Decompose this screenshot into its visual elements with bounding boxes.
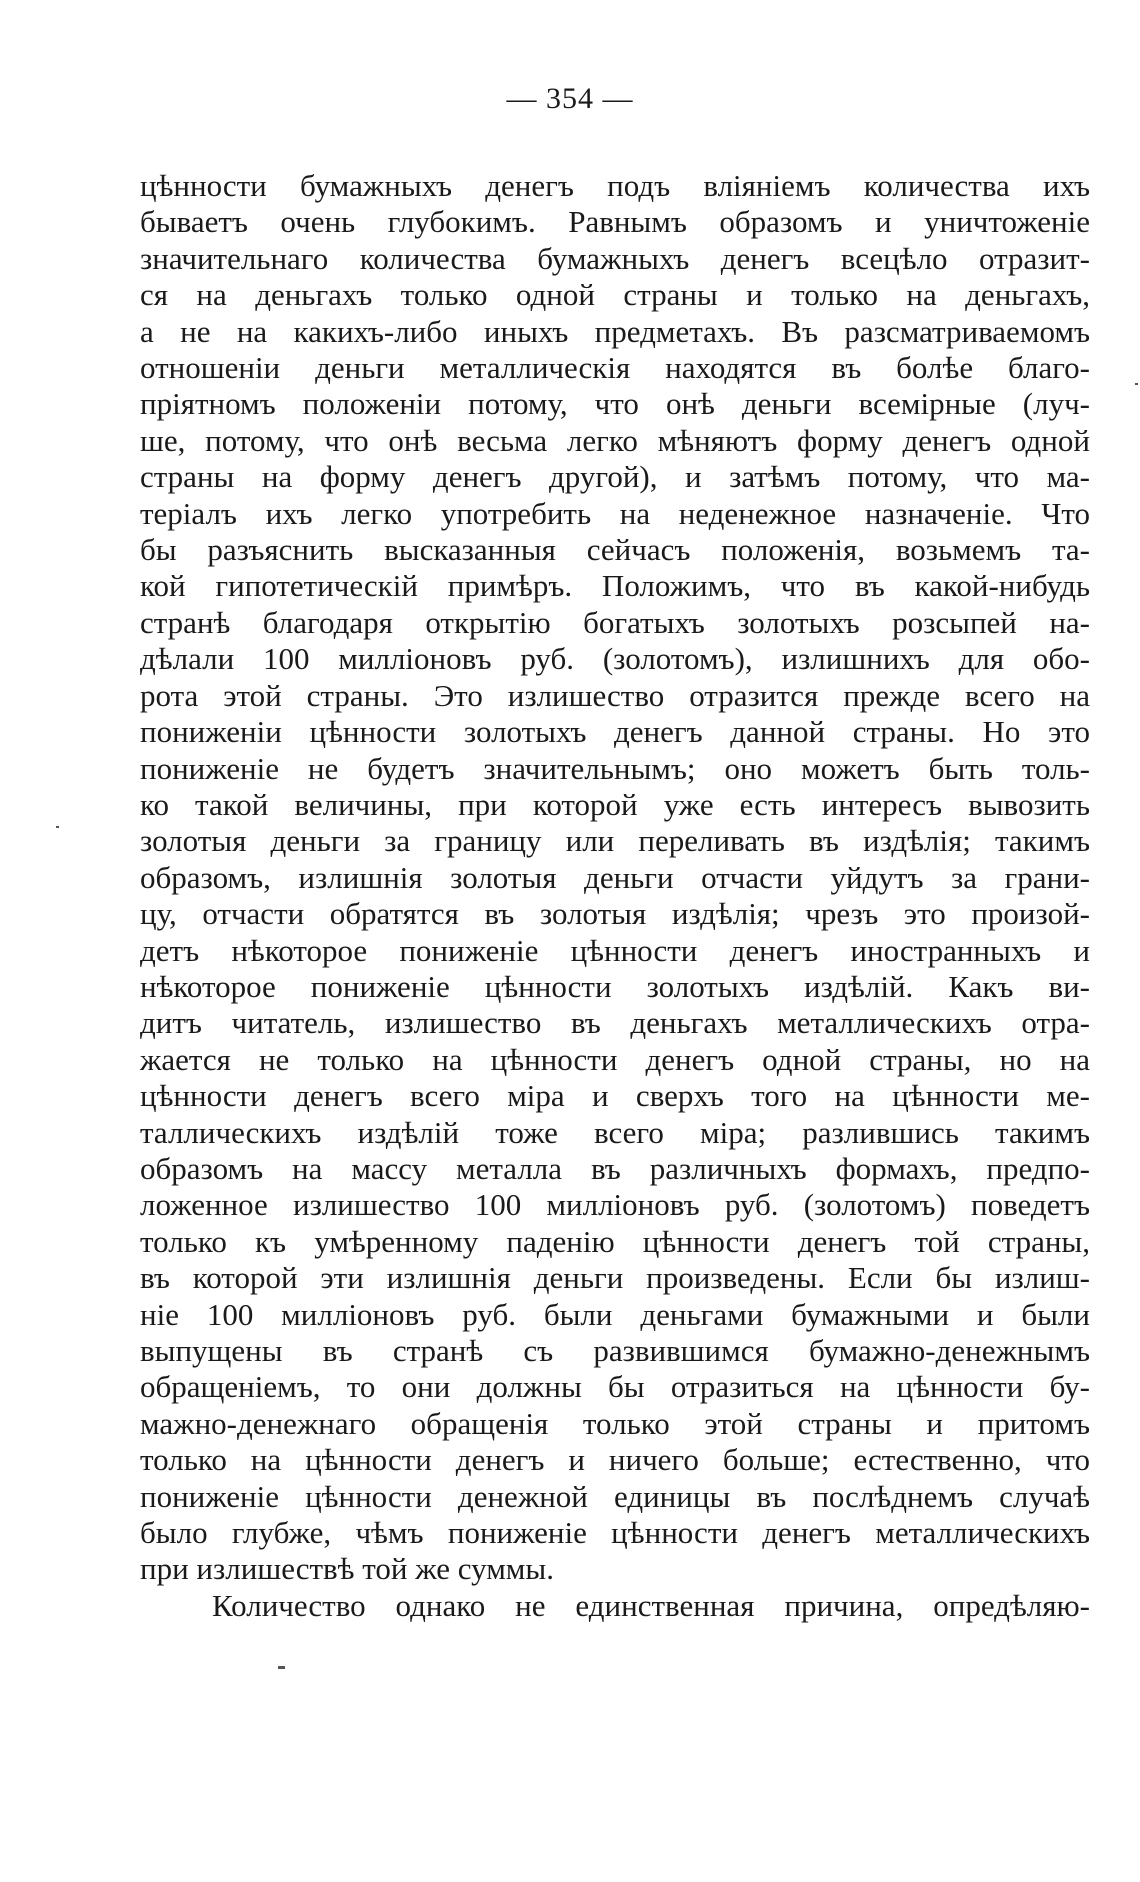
text-line: а не на какихъ-либо иныхъ предметахъ. Въ разсматриваемомъ (140, 313, 1090, 349)
text-line-paragraph-start: Количество однако не единственная причина, опредѣляю- (212, 1587, 1090, 1623)
text-line: пониженіе цѣнности денежной единицы въ послѣднемъ случаѣ (140, 1478, 1090, 1514)
text-line: детъ нѣкоторое пониженіе цѣнности денегъ иностранныхъ и (140, 932, 1090, 968)
page-number: — 354 — (506, 82, 634, 115)
scan-speck (278, 1666, 285, 1669)
text-line: ніе 100 милліоновъ руб. были деньгами бумажными и были (140, 1296, 1090, 1332)
text-line: страны на форму денегъ другой), и затѣмъ потому, что ма- (140, 459, 1090, 495)
text-line: обращеніемъ, то они должны бы отразиться на цѣнности бу- (140, 1369, 1090, 1405)
text-line: золотыя деньги за границу или переливать въ издѣлія; такимъ (140, 823, 1090, 859)
text-line: бываетъ очень глубокимъ. Равнымъ образомъ и уничтоженіе (140, 204, 1090, 240)
text-line: было глубже, чѣмъ пониженіе цѣнности денегъ металлическихъ (140, 1515, 1090, 1551)
text-line: образомъ на массу металла въ различныхъ формахъ, предпо- (140, 1150, 1090, 1186)
text-line: бы разъяснить высказанныя сейчасъ положенія, возьмемъ та- (140, 532, 1090, 568)
text-line: ложенное излишество 100 милліоновъ руб. (золотомъ) поведетъ (140, 1187, 1090, 1223)
text-line: пониженіе не будетъ значительнымъ; оно можетъ быть толь- (140, 750, 1090, 786)
text-line: образомъ, излишнія золотыя деньги отчасти уйдутъ за грани- (140, 859, 1090, 895)
scan-speck (56, 826, 59, 828)
text-line: только къ умѣренному паденію цѣнности денегъ той страны, (140, 1223, 1090, 1259)
text-line: таллическихъ издѣлій тоже всего міра; разлившись такимъ (140, 1114, 1090, 1150)
text-line: ко такой величины, при которой уже есть интересъ вывозить (140, 786, 1090, 822)
text-line: нѣкоторое пониженіе цѣнности золотыхъ издѣлій. Какъ ви- (140, 968, 1090, 1004)
text-line: значительнаго количества бумажныхъ денегъ всецѣло отразит- (140, 240, 1090, 276)
text-line: теріалъ ихъ легко употребить на неденежное назначеніе. Что (140, 495, 1090, 531)
scan-speck (1135, 383, 1138, 385)
text-line: цѣнности бумажныхъ денегъ подъ вліяніемъ количества ихъ (140, 168, 1090, 203)
text-line: отношеніи деньги металлическія находятся въ болѣе благо- (140, 350, 1090, 386)
text-line: цѣнности денегъ всего міра и сверхъ того на цѣнности ме- (140, 1078, 1090, 1114)
text-line: въ которой эти излишнія деньги произведены. Если бы излиш- (140, 1260, 1090, 1296)
text-line: пріятномъ положеніи потому, что онѣ деньги всемірные (луч- (140, 386, 1090, 422)
text-line: только на цѣнности денегъ и ничего больше; естественно, что (140, 1442, 1090, 1478)
text-line: цу, отчасти обратятся въ золотыя издѣлія; чрезъ это произой- (140, 896, 1090, 932)
text-line: кой гипотетическій примѣръ. Положимъ, что въ какой-нибудь (140, 568, 1090, 604)
text-line-paragraph-end: при излишествѣ той же суммы. (140, 1551, 555, 1587)
text-line: пониженіи цѣнности золотыхъ денегъ данной страны. Но это (140, 714, 1090, 750)
text-line: дѣлали 100 милліоновъ руб. (золотомъ), излишнихъ для обо- (140, 641, 1090, 677)
text-line: мажно-денежнаго обращенія только этой страны и притомъ (140, 1405, 1090, 1441)
text-line: выпущены въ странѣ съ развившимся бумажно-денежнымъ (140, 1333, 1090, 1368)
text-line: рота этой страны. Это излишество отразится прежде всего на (140, 677, 1090, 713)
text-line: дитъ читатель, излишество въ деньгахъ металлическихъ отра- (140, 1005, 1090, 1041)
text-line: странѣ благодаря открытію богатыхъ золотыхъ розсыпей на- (140, 604, 1090, 640)
text-line: ся на деньгахъ только одной страны и только на деньгахъ, (140, 277, 1090, 313)
body-text (140, 168, 1090, 1624)
text-line: ше, потому, что онѣ весьма легко мѣняютъ форму денегъ одной (140, 422, 1090, 458)
text-line: жается не только на цѣнности денегъ одной страны, но на (140, 1041, 1090, 1077)
